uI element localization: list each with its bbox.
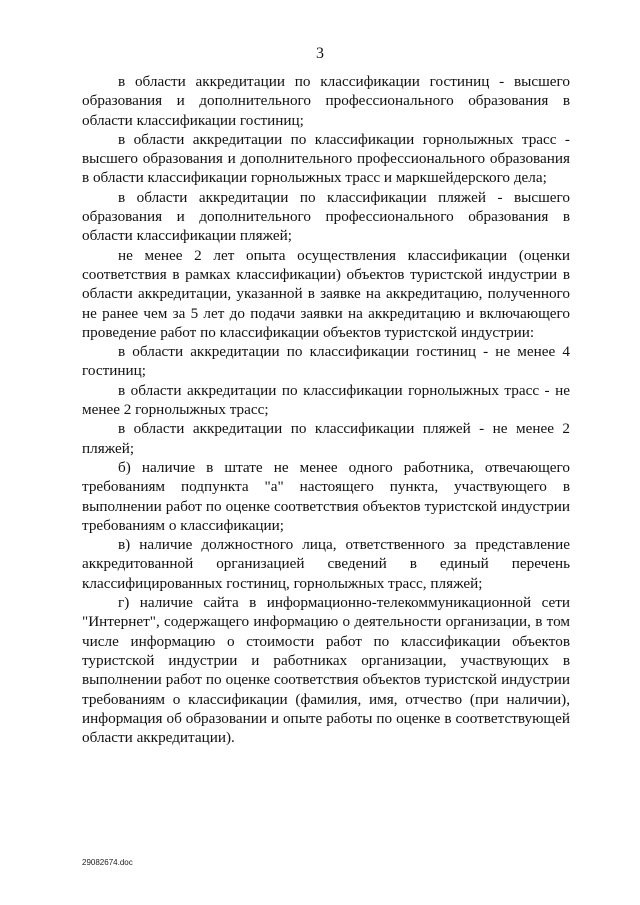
paragraph-beaches-education: в области аккредитации по классификации пляжей - высшего образования и дополнительного профессионального образования в области классификации пляжей; (82, 188, 570, 245)
page-number: 3 (316, 45, 324, 62)
paragraph-ski-slopes-count: в области аккредитации по классификации горнолыжных трасс - не менее 2 горнолыжных трасс; (82, 381, 570, 419)
paragraph-item-g: г) наличие сайта в информационно-телекоммуникационной сети "Интернет", содержащего информацию о деятельности организации, в том числе информацию о стоимости работ по классификации объектов туристской индустрии и работниках организации, участвующих в выполнении работ по оценке соответствия объектов туристской индустрии требованиям о классификации (фамилия, имя, отчество (при наличии), информация об образовании и опыте работы по оценке в соответствующей области аккредитации). (82, 594, 570, 747)
paragraph-beaches-count: в области аккредитации по классификации пляжей - не менее 2 пляжей; (82, 420, 570, 457)
paragraph-ski-slopes-education: в области аккредитации по классификации горнолыжных трасс - высшего образования и дополнительного профессионального образования в области классификации горнолыжных трасс и маркшейдерского дела; (82, 130, 570, 187)
paragraph-hotels-count: в области аккредитации по классификации гостиниц - не менее 4 гостиниц; (82, 343, 570, 380)
footer-file-name: 29082674.doc (82, 858, 133, 867)
paragraph-experience: не менее 2 лет опыта осуществления классификации (оценки соответствия в рамках классификации) объектов туристской индустрии в области аккредитации, указанной в заявке на аккредитацию, полученного не ранее чем за 5 лет до подачи заявки на аккредитацию и включающего проведение работ по классификации объектов туристской индустрии: (82, 246, 570, 341)
paragraph-item-b: б) наличие в штате не менее одного работника, отвечающего требованиям подпункта "а" настоящего пункта, участвующего в выполнении работ по оценке соответствия объектов туристской индустрии требованиям о классификации; (82, 458, 570, 534)
paragraph-item-v: в) наличие должностного лица, ответственного за представление аккредитованной организацией сведений в единый перечень классифицированных гостиниц, горнолыжных трасс, пляжей; (82, 536, 570, 592)
document-body (82, 72, 570, 747)
paragraph-hotels-education: в области аккредитации по классификации гостиниц - высшего образования и дополнительного профессионального образования в области классификации гостиниц; (82, 73, 570, 129)
